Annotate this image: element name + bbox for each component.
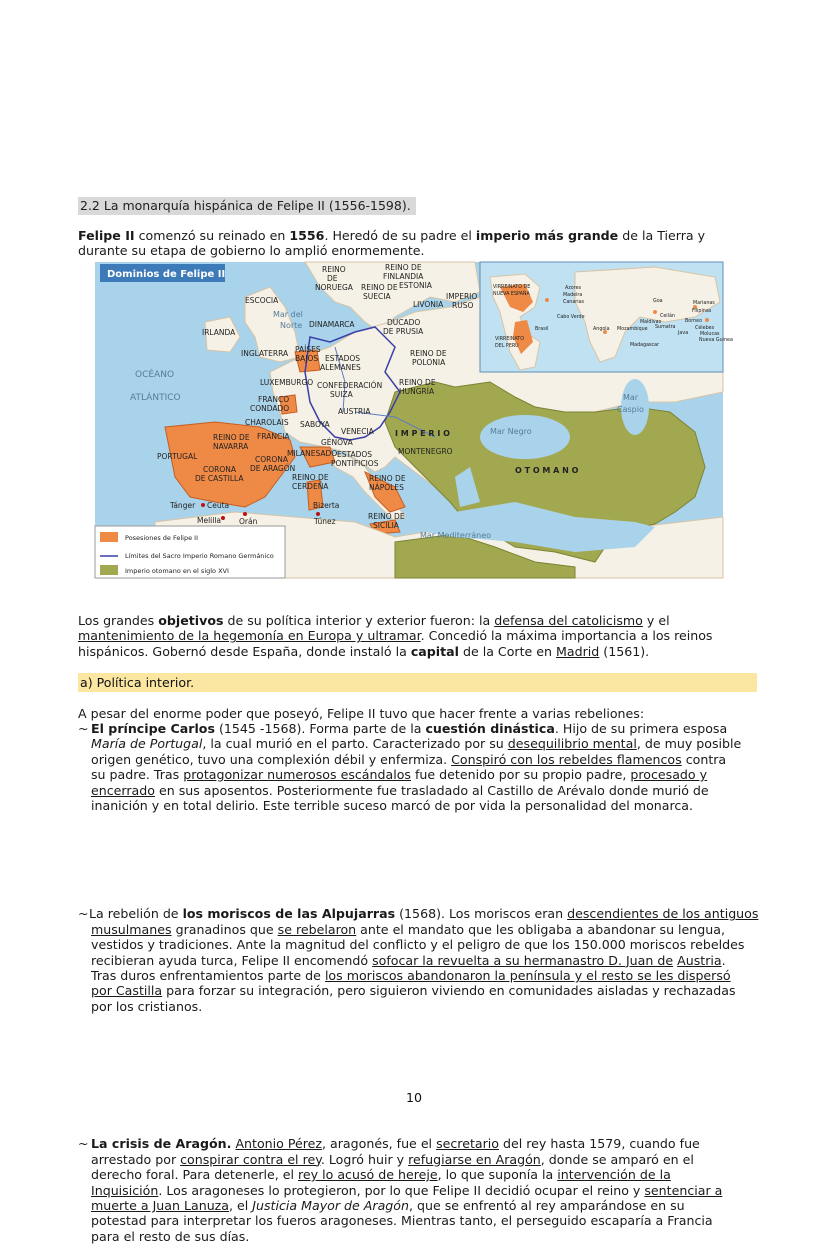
text: potestad para interpretar los fueros aragoneses. Mientras tanto, el perseguido escaparía a Francia xyxy=(91,1213,713,1229)
inset-peru-2: DEL PERÚ xyxy=(495,344,519,349)
label-oceano: OCÉANO xyxy=(135,370,175,380)
label-mar-norte-1: Mar del xyxy=(273,310,303,319)
label-atlantico: ATLÁNTICO xyxy=(130,393,181,403)
inset-nueva-espana-2: NUEVA ESPAÑA xyxy=(493,292,530,297)
label-suecia-1: REINO DE xyxy=(361,283,398,292)
label-melilla: Melilla xyxy=(197,516,222,525)
text: granadinos que xyxy=(171,921,278,937)
text: , donde se amparó en el xyxy=(540,1151,694,1167)
label-estonia: ESTONIA xyxy=(399,281,432,290)
label-ceuta: Ceuta xyxy=(207,501,230,510)
inset-mozambique: Mozambique xyxy=(617,327,648,332)
musulmanes: musulmanes xyxy=(91,921,172,937)
cuestion-dinastica: cuestión dinástica xyxy=(425,721,555,736)
intro-line: durante su etapa de gobierno lo amplió enormemente. xyxy=(78,243,425,259)
text: , el xyxy=(229,1197,253,1213)
label-suecia-2: SUECIA xyxy=(363,292,391,301)
label-corona-cast-1: CORONA xyxy=(203,465,236,474)
desequilibrio-mental: desequilibrio mental xyxy=(507,736,637,752)
label-confed-2: SUIZA xyxy=(330,390,353,399)
label-mar-caspio-2: Caspio xyxy=(617,405,644,414)
label-tanger: Tánger xyxy=(170,501,196,510)
label-inglaterra: INGLATERRA xyxy=(241,349,289,358)
legend-hre: Límites del Sacro Imperio Romano Germánico xyxy=(125,552,274,560)
inset-brasil: Brasil xyxy=(535,327,549,332)
label-charolais: CHAROLAIS xyxy=(245,418,289,427)
aragon-title: La crisis de Aragón. xyxy=(91,1136,232,1152)
label-oran: Orán xyxy=(239,517,258,526)
bullet-moriscos xyxy=(78,906,761,1014)
inset-canarias: Canarias xyxy=(563,300,585,305)
intro-text: comenzó su reinado en xyxy=(134,228,290,243)
legend-possession: Posesiones de Felipe II xyxy=(125,534,199,542)
label-francia: FRANCIA xyxy=(257,432,290,441)
city-dot xyxy=(221,516,225,520)
label-finlandia-1: REINO DE xyxy=(385,263,422,272)
conspiro: Conspiró con los rebeldes flamencos xyxy=(451,751,682,767)
label-sicilia-1: REINO DE xyxy=(368,512,405,521)
inset-nueva-guinea: Nueva Guinea xyxy=(699,338,733,343)
inset-celebes: Célebes xyxy=(695,326,715,331)
label-imperio: I M P E R I O xyxy=(395,429,450,438)
inset-peru-1: VIRREINATO xyxy=(495,337,525,342)
text: en sus aposentos. Posteriormente fue trasladado al Castillo de Arévalo donde murió de xyxy=(154,782,709,798)
austria: Austria xyxy=(677,952,722,968)
label-prusia-2: DE PRUSIA xyxy=(383,327,424,336)
encerrado: encerrado xyxy=(91,782,155,798)
bullet-tilde: ~ xyxy=(78,1136,89,1152)
legend-swatch-ottoman xyxy=(100,565,118,575)
label-rusia-1: IMPERIO xyxy=(446,292,478,301)
text: . Concedió la máxima importancia a los reinos xyxy=(420,628,713,644)
intro-empire: imperio más grande xyxy=(475,228,619,243)
page-number: 10 xyxy=(405,1090,423,1105)
label-mar-negro: Mar Negro xyxy=(490,427,532,436)
text: contra xyxy=(681,751,727,767)
conspirar: conspirar contra el rey xyxy=(180,1151,321,1167)
text: (1568). Los moriscos eran xyxy=(395,906,568,922)
label-saboya: SABOYA xyxy=(300,420,330,429)
objectives-paragraph xyxy=(78,613,758,659)
se-rebelaron: se rebelaron xyxy=(277,921,357,937)
city-dot xyxy=(201,503,205,507)
inset-molucas: Molucas xyxy=(700,332,720,337)
text: hispánicos. Gobernó desde España, donde instaló la xyxy=(78,643,411,659)
subhead-politica-interior: a) Política interior. xyxy=(78,673,757,692)
label-estados-2: ALEMANES xyxy=(320,363,361,372)
secretario: secretario xyxy=(436,1136,499,1152)
label-estados-pont-1: ESTADOS xyxy=(337,450,373,459)
label-corona-cast-2: DE CASTILLA xyxy=(195,474,244,483)
label-confed-1: CONFEDERACIÓN xyxy=(317,381,383,390)
inset-ceilan: Ceilán xyxy=(660,314,675,319)
text: Tras duros enfrentamientos parte de xyxy=(91,968,325,984)
inset-madeira: Madeira xyxy=(563,293,583,298)
text: . Los aragoneses lo protegieron, por lo que Felipe II decidió ocupar el reino y xyxy=(158,1182,645,1198)
label-corona-arag-2: DE ARAGÓN xyxy=(250,464,296,473)
inset-dot xyxy=(653,310,657,314)
text: fue detenido por su propio padre, xyxy=(411,767,631,783)
label-estados-1: ESTADOS xyxy=(325,354,361,363)
text: recibieran ayuda turca, Felipe II encomendó xyxy=(91,952,373,968)
text: origen genético, tuvo una complexión débil y enfermiza. xyxy=(91,751,452,767)
inset-cabo-verde: Cabo Verde xyxy=(557,315,585,320)
label-polonia-2: POLONIA xyxy=(412,358,446,367)
text: , aragonés, fue el xyxy=(322,1136,437,1152)
bullet-carlos xyxy=(78,721,761,813)
text: , de muy posible xyxy=(636,736,742,752)
inquisicion: Inquisición xyxy=(91,1182,159,1198)
bullet-tilde: ~ xyxy=(78,721,89,736)
por-castilla: por Castilla xyxy=(91,983,163,999)
text: y el xyxy=(642,613,670,628)
text: derecho foral. Para detenerle, el xyxy=(91,1167,299,1183)
label-paises-1: PAÍSES xyxy=(295,345,321,354)
inset-maldivas: Maldivas xyxy=(640,320,662,325)
refugiarse: refugiarse en Aragón xyxy=(408,1151,541,1167)
label-noruega-1: REINO xyxy=(322,265,346,274)
abandonaron: los moriscos abandonaron la península y el resto se les dispersó xyxy=(324,968,731,984)
intro-paragraph xyxy=(78,228,758,259)
text: . Hijo de su primera esposa xyxy=(554,721,728,736)
label-milanesado: MILANESADO xyxy=(287,449,338,458)
intro-text: . Heredó de su padre el xyxy=(324,228,476,243)
city-dot xyxy=(316,512,320,516)
label-escocia: ESCOCIA xyxy=(245,296,279,305)
muerte-lanuza: muerte a Juan Lanuza xyxy=(91,1197,230,1213)
inset-filipinas: Filipinas xyxy=(692,309,712,314)
text: arrestado por xyxy=(91,1151,181,1167)
bullet-aragon xyxy=(78,1136,761,1244)
text: ante el mandato que les obligaba a abandonar su lengua, xyxy=(356,921,725,937)
label-venecia: VENECIA xyxy=(341,427,374,436)
moriscos-title: los moriscos de las Alpujarras xyxy=(182,906,396,922)
label-noruega-2: DE xyxy=(327,274,338,283)
inset-goa: Goa xyxy=(653,299,663,304)
map-title: Dominios de Felipe II xyxy=(107,269,226,280)
label-napoles-1: REINO DE xyxy=(369,474,406,483)
inset-dot xyxy=(705,318,709,322)
label-austria: AUSTRIA xyxy=(338,407,371,416)
label-genova: GÉNOVA xyxy=(321,438,353,447)
label-mar-caspio-1: Mar xyxy=(623,393,639,402)
inset-azores: Azores xyxy=(565,286,582,291)
text: por los cristianos. xyxy=(91,998,203,1014)
protagonizar-escandalos: protagonizar numerosos escándalos xyxy=(183,767,411,783)
label-tunez: Túnez xyxy=(314,517,336,526)
label-estados-pont-2: PONTIFICIOS xyxy=(331,459,379,468)
procesado: procesado y xyxy=(630,767,708,783)
text: , lo que suponía la xyxy=(437,1167,558,1183)
label-otomano: O T O M A N O xyxy=(515,466,579,475)
inset-java: Java xyxy=(678,331,689,336)
text: vestidos y tradiciones. Ante la magnitud del conflicto y el peligro de que los 150.000 moriscos rebeldes xyxy=(91,937,745,953)
sofocar-revuelta: sofocar la revuelta a su hermanastro D. Juan de xyxy=(372,952,674,968)
label-franco-1: FRANCO xyxy=(258,395,290,404)
justicia-mayor: Justicia Mayor de Aragón xyxy=(252,1197,409,1213)
text: , que se enfrentó al rey amparándose en su xyxy=(408,1197,685,1213)
label-navarra-2: NAVARRA xyxy=(213,442,249,451)
sea-black xyxy=(480,415,570,459)
text: de su política interior y exterior fueron: la xyxy=(223,613,495,628)
inset-marianas: Marianas xyxy=(693,301,715,306)
text: de la Corte en xyxy=(458,643,557,659)
capital: capital xyxy=(410,643,459,659)
text: su padre. Tras xyxy=(91,767,184,783)
label-hungria-2: HUNGRÍA xyxy=(399,387,435,396)
inset-madagascar: Madagascar xyxy=(630,343,660,348)
label-livonia: LIVONIA xyxy=(413,300,444,309)
legend-swatch-possession xyxy=(100,532,118,542)
inset-dot xyxy=(545,298,549,302)
label-dinamarca: DINAMARCA xyxy=(309,320,355,329)
label-cerdena-1: REINO DE xyxy=(292,473,329,482)
text: . Logró huir y xyxy=(320,1151,409,1167)
objetivos: objetivos xyxy=(158,613,224,628)
intro-text: de la Tierra y xyxy=(618,228,706,243)
legend-ottoman: Imperio otomano en el siglo XVI xyxy=(125,567,229,575)
map-svg xyxy=(95,262,733,578)
text: , la cual murió en el parto. Caracterizado por su xyxy=(202,736,508,752)
label-mar-med: Mar Mediterráneo xyxy=(420,531,492,540)
maria-de-portugal: María de Portugal xyxy=(91,736,203,752)
label-prusia-1: DUCADO xyxy=(387,318,421,327)
map-dominios-felipe-ii xyxy=(95,262,733,578)
label-bizerta: Bizerta xyxy=(313,501,340,510)
inset-nueva-espana-1: VIRREINATO DE xyxy=(493,285,531,290)
label-rusia-2: RUSO xyxy=(452,301,474,310)
inset-borneo: Borneo xyxy=(685,319,703,324)
text: inanición y en total delirio. Este terrible suceso marcó de por vida la personalidad del monarca. xyxy=(91,798,694,814)
text: La rebelión de xyxy=(89,906,183,922)
label-montenegro: MONTENEGRO xyxy=(398,447,453,456)
label-luxemburgo: LUXEMBURGO xyxy=(260,378,314,387)
inset-sumatra: Sumatra xyxy=(655,325,676,330)
label-napoles-2: NÁPOLES xyxy=(369,483,404,492)
mantenimiento-hegemonia: mantenimiento de la hegemonía en Europa y ultramar xyxy=(78,628,421,644)
text: para forzar su integración, pero siguieron viviendo en comunidades aisladas y rechazadas xyxy=(162,983,736,999)
defensa-catolicismo: defensa del catolicismo xyxy=(494,613,643,628)
antonio-perez: Antonio Pérez xyxy=(235,1136,323,1152)
label-corona-arag-1: CORONA xyxy=(255,455,288,464)
sentenciar: sentenciar a xyxy=(644,1182,723,1198)
text: para el resto de sus días. xyxy=(91,1228,250,1244)
label-noruega-3: NORUEGA xyxy=(315,283,353,292)
label-sicilia-2: SICILIA xyxy=(373,521,399,530)
text: Los grandes xyxy=(78,613,159,628)
rebellions-intro: A pesar del enorme poder que poseyó, Felipe II tuvo que hacer frente a varias rebeliones: xyxy=(78,706,645,721)
label-navarra-1: REINO DE xyxy=(213,433,250,442)
label-polonia-1: REINO DE xyxy=(410,349,447,358)
label-finlandia-2: FINLANDIA xyxy=(383,272,424,281)
text: (1561). xyxy=(599,643,650,659)
section-title: 2.2 La monarquía hispánica de Felipe II (1556-1598). xyxy=(78,197,416,215)
acuso-hereje: rey lo acusó de hereje xyxy=(298,1167,438,1183)
text: (1545 -1568). Forma parte de la xyxy=(214,721,426,736)
descendientes: descendientes de los antiguos xyxy=(567,906,759,922)
madrid: Madrid xyxy=(556,643,600,659)
label-cerdena-2: CERDEÑA xyxy=(292,482,329,491)
intro-name: Felipe II xyxy=(78,228,135,243)
city-dot xyxy=(243,512,247,516)
label-irlanda: IRLANDA xyxy=(202,328,236,337)
intervencion: intervención de la xyxy=(557,1167,671,1183)
carlos-title: El príncipe Carlos xyxy=(91,721,215,736)
bullet-tilde: ~ xyxy=(78,906,89,922)
label-portugal: PORTUGAL xyxy=(157,452,198,461)
label-hungria-1: REINO DE xyxy=(399,378,436,387)
intro-year: 1556 xyxy=(289,228,325,243)
label-franco-2: CONDADO xyxy=(250,404,290,413)
label-mar-norte-2: Norte xyxy=(280,321,303,330)
inset-angola: Angola xyxy=(593,327,610,332)
text: . xyxy=(721,952,726,968)
label-paises-2: BAJOS xyxy=(295,354,319,363)
text: del rey hasta 1579, cuando fue xyxy=(499,1136,700,1152)
